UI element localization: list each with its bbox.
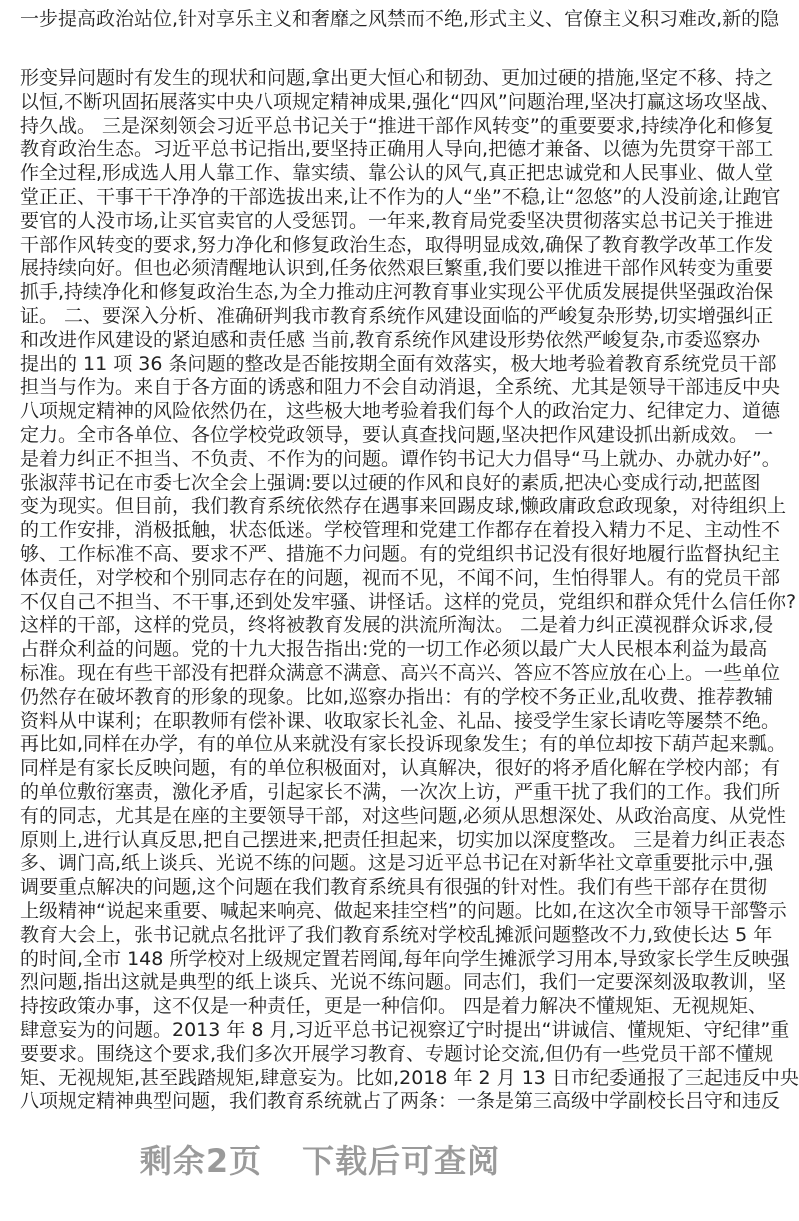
text-line: 多、调门高,纸上谈兵、光说不练的问题。这是习近平总书记在对新华社文章重要批示中,强	[20, 852, 774, 875]
text-line: 一步提高政治站位,针对享乐主义和奢靡之风禁而不绝,形式主义、官僚主义积习难改,新的隐	[20, 8, 780, 30]
text-line: 矩、无视规矩,甚至践踏规矩,肆意妄为。比如,2018 年 2 月 13 日市纪委通报了三起违反中央	[20, 1066, 799, 1089]
text-line: 证。 二、要深入分析、准确研判我市教育系统作风建设面临的严峻复杂形势,切实增强纠正	[20, 305, 774, 327]
text-line: 不仅自己不担当、不干事,还到处发牢骚、讲怪话。这样的党员，党组织和群众凭什么信任你?	[20, 590, 797, 613]
text-line: 八项规定精神典型问题，我们教育系统就占了两条：一条是第三高级中学副校长吕守和违反	[20, 1090, 781, 1113]
text-line: 标准。现在有些干部没有把群众满意不满意、高兴不高兴、答应不答应放在心上。一些单位	[20, 662, 781, 684]
download-banner[interactable]	[0, 1136, 640, 1182]
text-line: 担当与作为。来自于各方面的诱惑和阻力不会自动消退，全系统、尤其是领导干部违反中央	[20, 376, 781, 399]
text-line: 提出的 11 项 36 条问题的整改是否能按期全面有效落实，极大地考验着教育系统党员干部	[20, 352, 777, 375]
text-line: 这样的干部，这样的党员，终将被教育发展的洪流所淘汰。 二是着力纠正漠视群众诉求,侵	[20, 614, 774, 637]
text-line: 占群众利益的问题。党的十九大报告指出:党的一切工作必须以最广大人民根本利益为最高	[20, 638, 768, 661]
text-line: 张淑萍书记在市委七次全会上强调:要以过硬的作风和良好的素质,把决心变成行动,把蓝图	[20, 471, 761, 494]
text-line: 和改进作风建设的紧迫感和责任感 当前,教育系统作风建设形势依然严峻复杂,市委巡察办	[20, 328, 761, 351]
text-line: 的时间,全市 148 所学校对上级规定置若罔闻,每年向学生摊派学习用本,导致家长学生反映强	[20, 947, 790, 970]
text-line: 烈问题,指出这就是典型的纸上谈兵、光说不练问题。同志们，我们一定要深刻汲取教训，坚	[20, 971, 787, 994]
text-line: 同样是有家长反映问题，有的单位积极面对，认真解决，很好的将矛盾化解在学校内部；有	[20, 757, 781, 780]
text-line: 是着力纠正不担当、不负责、不作为的问题。谭作钧书记大力倡导“马上就办、办就办好”。	[20, 447, 781, 470]
text-line: 变为现实。但目前，我们教育系统依然存在遇事来回踢皮球,懒政庸政怠政现象，对待组织上	[20, 495, 787, 518]
text-line: 肆意妄为的问题。2013 年 8 月,习近平总书记视察辽宁时提出“讲诚信、懂规矩、守纪律”重	[20, 1019, 790, 1041]
text-line: 仍然存在破坏教育的形象的现象。比如,巡察办指出：有的学校不务正业,乱收费、推荐教辅	[20, 685, 774, 708]
text-line: 原则上,进行认真反思,把自己摆进来,把责任担起来，切实加以深度整改。 三是着力纠正表态	[20, 828, 786, 851]
text-line: 抓手,持续净化和修复政治生态,为全力推动庄河教育事业实现公平优质发展提供坚强政治保	[20, 281, 774, 304]
text-line: 再比如,同样在办学，有的单位从来就没有家长投诉现象发生；有的单位却按下葫芦起来瓢。	[20, 733, 787, 756]
text-line: 持久战。 三是深刻领会习近平总书记关于“推进干部作风转变”的重要要求,持续净化和修复	[20, 114, 774, 137]
text-line: 教育大会上，张书记就点名批评了我们教育系统对学校乱摊派问题整改不力,致使长达 5 年	[20, 923, 773, 946]
text-line: 有的同志，尤其是在座的主要领导干部，对这些问题,必须从思想深处、从政治高度、从党性	[20, 804, 787, 827]
text-line: 够、工作标准不高、要求不严、措施不力问题。有的党组织书记没有很好地履行监督执纪主	[20, 543, 781, 565]
text-line: 教育政治生态。习近平总书记指出,要坚持正确用人导向,把德才兼备、以德为先贯穿干部工	[20, 138, 774, 161]
download-to-view-label[interactable]: 下载后可查阅	[302, 1142, 501, 1180]
text-line: 持按政策办事，这不仅是一种责任，更是一种信仰。 四是着力解决不懂规矩、无视规矩、	[20, 995, 768, 1018]
text-line: 定力。全市各单位、各位学校党政领导，要认真查找问题,坚决把作风建设抓出新成效。 一	[20, 424, 774, 446]
text-line: 八项规定精神的风险依然仍在，这些极大地考验着我们每个人的政治定力、纪律定力、道德	[20, 400, 781, 423]
text-line: 展持续向好。但也必须清醒地认识到,任务依然艰巨繁重,我们要以推进干部作风转变为重要	[20, 257, 774, 280]
text-line: 堂正正、干事干干净净的干部选拔出来,让不作为的人“坐”不稳,让“忽悠”的人没前途,让跑官	[20, 186, 781, 208]
text-line: 的工作安排，消极抵触，状态低迷。学校管理和党建工作都存在着投入精力不足、主动性不	[20, 519, 781, 542]
text-line: 以恒,不断巩固拓展落实中央八项规定精神成果,强化“四风”问题治理,坚决打赢这场攻坚战、	[20, 90, 780, 113]
text-line: 上级精神“说起来重要、喊起来响亮、做起来挂空档”的问题。比如,在这次全市领导干部警示	[20, 900, 787, 922]
text-line: 资料从中谋利；在职教师有偿补课、收取家长礼金、礼品、接受学生家长请吃等屡禁不绝。	[20, 709, 781, 732]
remaining-pages-label: 剩余2页	[139, 1142, 263, 1180]
text-line: 干部作风转变的要求,努力净化和修复政治生态，取得明显成效,确保了教育教学改革工作发	[20, 233, 774, 256]
text-line: 的单位敷衍塞责，激化矛盾，引起家长不满，一次次上访，严重干扰了我们的工作。我们所	[20, 781, 781, 803]
text-line: 体责任，对学校和个别同志存在的问题，视而不见，不闻不问，生怕得罪人。有的党员干部	[20, 566, 781, 589]
text-line: 作全过程,形成选人用人靠工作、靠实绩、靠公认的风气,真正把忠诚党和人民事业、做人堂	[20, 162, 774, 185]
text-line: 要官的人没市场,让买官卖官的人受惩罚。一年来,教育局党委坚决贯彻落实总书记关于推进	[20, 209, 774, 232]
text-line: 形变异问题时有发生的现状和问题,拿出更大恒心和韧劲、更加过硬的措施,坚定不移、持之	[20, 67, 774, 89]
text-line: 要要求。围绕这个要求,我们多次开展学习教育、专题讨论交流,但仍有一些党员干部不懂规	[20, 1042, 774, 1065]
text-line: 调要重点解决的问题,这个问题在我们教育系统具有很强的针对性。我们有些干部存在贯彻	[20, 876, 768, 899]
